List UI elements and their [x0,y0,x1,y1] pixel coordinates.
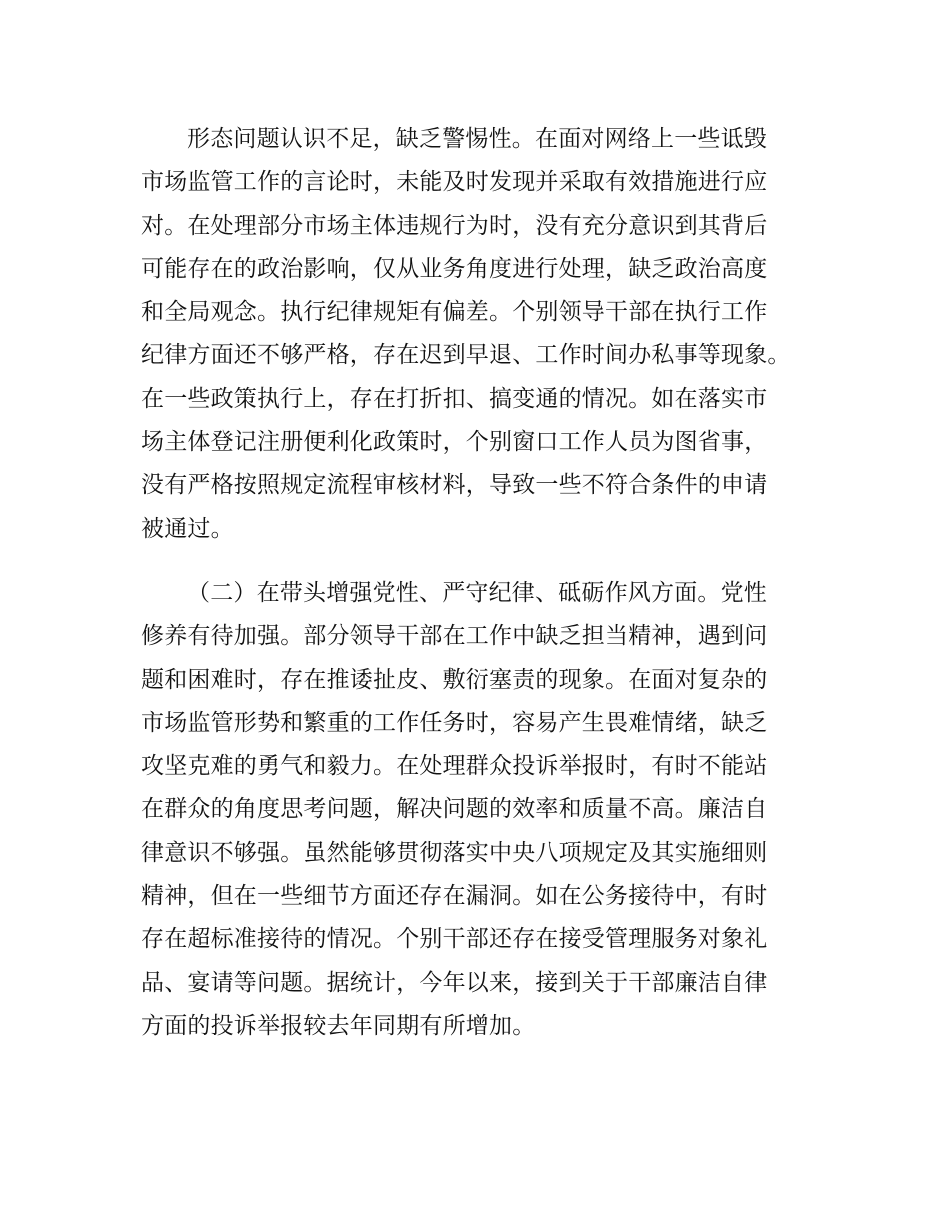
document-body [141,118,831,1048]
paragraph-line: 在群众的角度思考问题，解决问题的效率和质量不高。廉洁自 [141,796,768,823]
paragraph-line: 精神，但在一些细节方面还存在漏洞。如在公务接待中，有时 [141,883,768,910]
paragraph-line: 纪律方面还不够严格，存在迟到早退、工作时间办私事等现象。 [141,342,791,369]
paragraph-line: 和全局观念。执行纪律规矩有偏差。个别领导干部在执行工作 [141,299,768,326]
paragraph-line: 市场监管工作的言论时，未能及时发现并采取有效措施进行应 [141,169,768,196]
paragraph-line: 对。在处理部分市场主体违规行为时，没有充分意识到其背后 [141,212,768,239]
paragraph-line: 方面的投诉举报较去年同期有所增加。 [141,1012,536,1039]
paragraph-line: 没有严格按照规定流程审核材料，导致一些不符合条件的申请 [141,472,768,499]
paragraph-line: 形态问题认识不足，缺乏警惕性。在面对网络上一些诋毁 [187,126,767,152]
paragraph-line: 场主体登记注册便利化政策时，个别窗口工作人员为图省事， [141,429,768,456]
section-heading-line: （二）在带头增强党性、严守纪律、砥砺作风方面。党性 [187,579,767,606]
paragraph-spacer [141,551,831,572]
paragraph-line: 市场监管形势和繁重的工作任务时，容易产生畏难情绪，缺乏 [141,709,768,736]
paragraph-line: 存在超标准接待的情况。个别干部还存在接受管理服务对象礼 [141,926,768,953]
paragraph-line: 修养有待加强。部分领导干部在工作中缺乏担当精神，遇到问 [141,623,768,650]
paragraph-1 [141,118,831,551]
paragraph-line: 品、宴请等问题。据统计，今年以来，接到关于干部廉洁自律 [141,969,768,996]
paragraph-line: 可能存在的政治影响，仅从业务角度进行处理，缺乏政治高度 [141,255,768,282]
paragraph-line: 题和困难时，存在推诿扯皮、敷衍塞责的现象。在面对复杂的 [141,666,768,693]
paragraph-line: 攻坚克难的勇气和毅力。在处理群众投诉举报时，有时不能站 [141,753,768,780]
paragraph-2 [141,572,831,1048]
paragraph-line: 被通过。 [141,515,234,542]
paragraph-line: 律意识不够强。虽然能够贯彻落实中央八项规定及其实施细则 [141,839,768,866]
paragraph-line: 在一些政策执行上，存在打折扣、搞变通的情况。如在落实市 [141,385,768,412]
